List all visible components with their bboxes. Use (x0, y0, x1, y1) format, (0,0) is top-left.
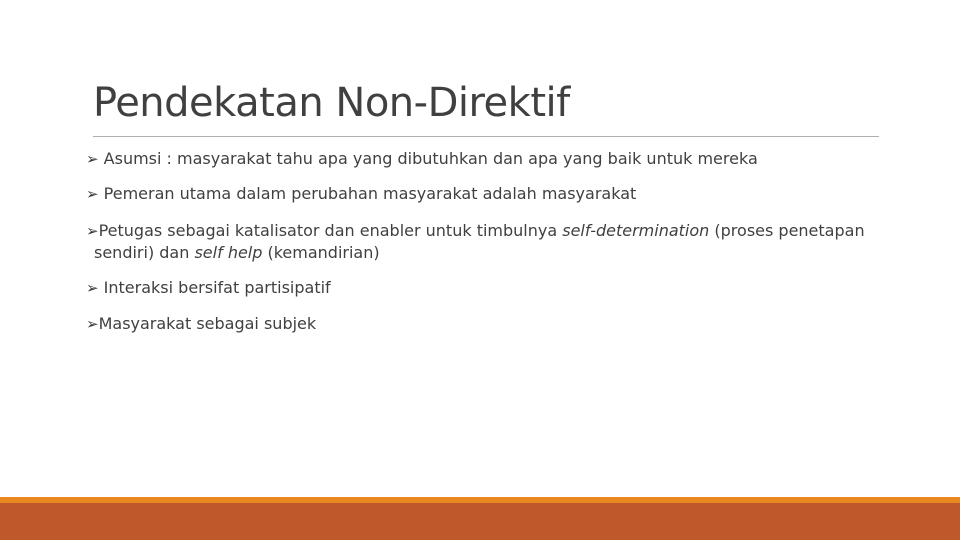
slide-title: Pendekatan Non-Direktif (93, 80, 570, 126)
bullet-text: Asumsi : masyarakat tahu apa yang dibutuhkan dan apa yang baik untuk mereka (98, 149, 758, 168)
bullet-item-4 (86, 277, 886, 299)
bullet-continuation (86, 242, 886, 264)
title-divider (93, 136, 879, 137)
arrow-bullet-icon: ➢ (86, 222, 99, 240)
bullet-text: Pemeran utama dalam perubahan masyarakat adalah masyarakat (98, 184, 637, 203)
bullet-text: Masyarakat sebagai subjek (98, 314, 317, 333)
bullet-item-5 (86, 313, 886, 335)
bullet-text: (proses penetapan (709, 221, 865, 240)
arrow-bullet-icon: ➢ (86, 150, 99, 168)
bullet-text: Interaksi bersifat partisipatif (98, 278, 331, 297)
bullet-text: Petugas sebagai katalisator dan enabler untuk timbulnya (98, 221, 563, 240)
arrow-bullet-icon: ➢ (86, 315, 99, 333)
arrow-bullet-icon: ➢ (86, 279, 99, 297)
bullet-item-2 (86, 183, 886, 205)
bullet-item-1 (86, 148, 886, 170)
bullet-text: (kemandirian) (262, 243, 380, 262)
bullet-emphasis: self-determination (562, 221, 710, 240)
arrow-bullet-icon: ➢ (86, 185, 99, 203)
bullet-text: sendiri) dan (94, 243, 195, 262)
bullet-emphasis: self help (194, 243, 263, 262)
bullet-item-3 (86, 220, 886, 264)
footer-bar (0, 503, 960, 540)
